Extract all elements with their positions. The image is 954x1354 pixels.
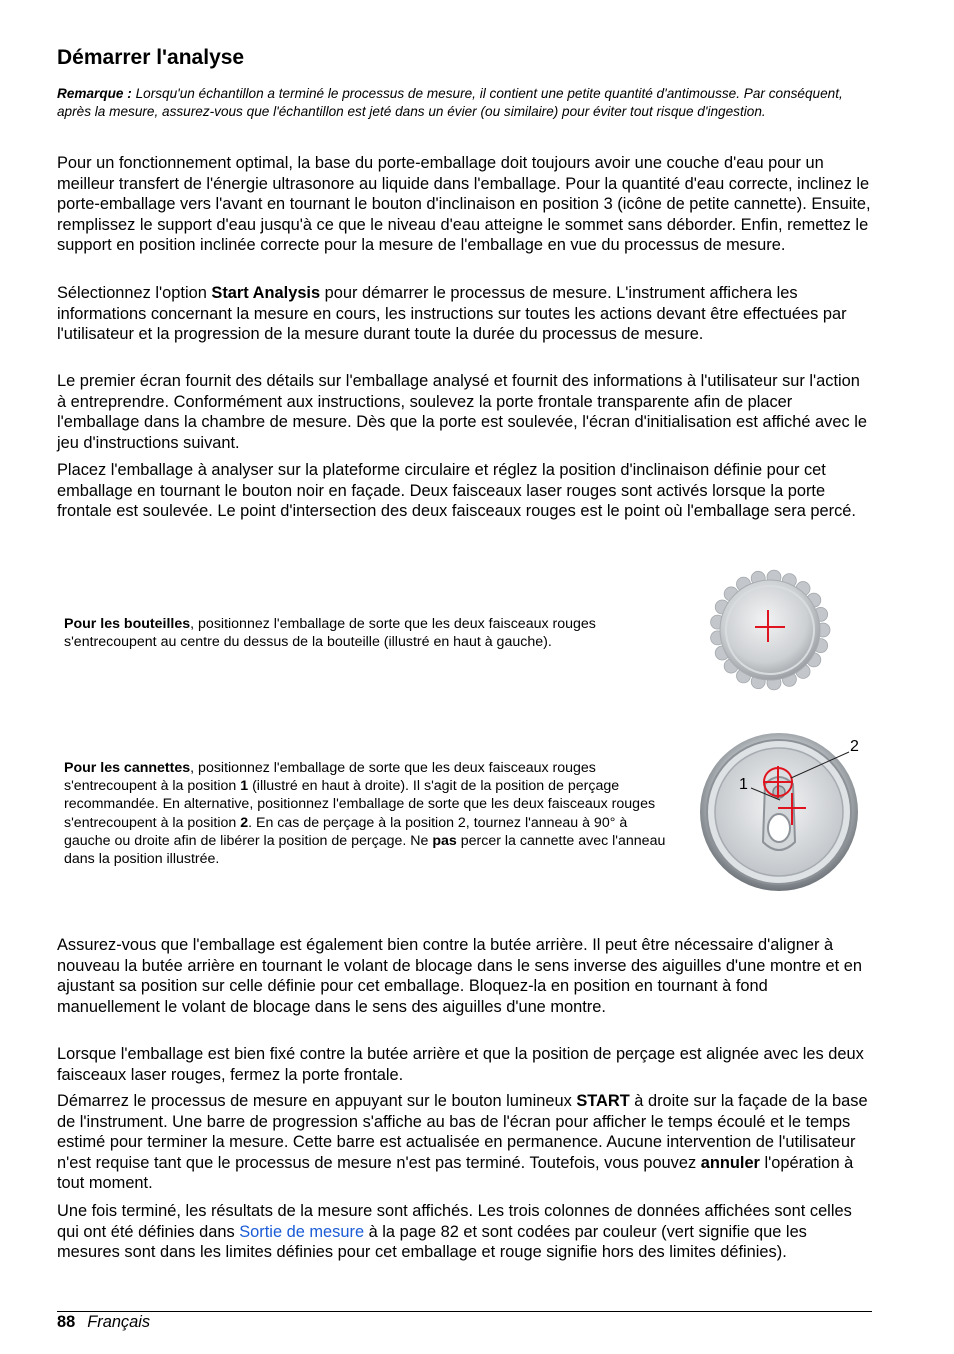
can-top-image: [679, 730, 869, 892]
paragraph-close-door: Lorsque l'emballage est bien fixé contre la butée arrière et que la position de perçage est alignée avec les deux faisceaux laser rouges, fermez la porte frontale.: [57, 1045, 864, 1084]
text-span: . En cas de perçage à la position 2, tournez l'anneau à 90° à gauche ou droite afin de libérer la position de perçage. Ne: [64, 814, 628, 849]
text-span: (illustré en haut à droite). Il s'agit de la position de perçage recommandée. En alternative, positionnez l'emballage de sorte que les deux faisceaux rouges s'entrecoupent à la position: [64, 778, 656, 831]
position-2-label: 2: [240, 814, 249, 831]
text-span: l'opération à tout moment.: [57, 1153, 854, 1192]
text-span: à droite sur la façade de la base de l'instrument. Une barre de progression s'affiche au bas de l'écran pour afficher le temps écoulé et le temps estimé pour terminer la mesure. Cette barre est actualisée en permanence. Aucune intervention de l'utilisateur n'est requise tant que le processus de mesure n'est pas terminé. Toutefois, vous pouvez: [57, 1092, 868, 1172]
remark-text: Lorsqu'un échantillon a terminé le processus de mesure, il contient une petite quantité d'antimousse. Par conséquent, après la mesure, assurez-vous que l'échantillon est jeté dans un évier (ou similaire) pour éviter tout risque d'ingestion.: [57, 86, 843, 120]
not-emphasis: pas: [432, 832, 457, 849]
link-sortie-de-mesure[interactable]: Sortie de mesure: [239, 1222, 365, 1241]
text-span: à la page 82 et sont codées par couleur (vert signifie que les mesures sont dans les limites définies pour cet emballage et rouge signifie hors des limites définies).: [57, 1222, 807, 1261]
callout-2: 2: [850, 738, 859, 755]
text-span: Sélectionnez l'option: [57, 284, 212, 302]
footer-divider: [57, 1311, 872, 1312]
position-1-label: 1: [240, 778, 249, 795]
text-span: percer la cannette avec l'anneau dans la position illustrée.: [64, 832, 666, 868]
annuler-label: annuler: [700, 1153, 760, 1172]
footer-language: Français: [87, 1313, 151, 1331]
paragraph-first-screen: Le premier écran fournit des détails sur l'emballage analysé et fournit des informations à l'utilisateur sur l'action à entreprendre. Conformément aux instructions, soulevez la porte frontale transparente afin de placer l'emballage dans la chambre de mesure. Dès que la porte est soulevée, l'écran d'initialisation est affiché avec le jeu d'instructions suivant.: [57, 372, 867, 452]
text-span: Une fois terminé, les résultats de la mesure sont affichés. Les trois colonnes de données affichées sont celles qui ont été définies dans: [57, 1202, 852, 1241]
paragraph-start-button: [57, 1091, 872, 1194]
bottle-cap-image: [708, 568, 832, 692]
cans-instruction: [64, 759, 672, 868]
paragraph-water-layer: Pour un fonctionnement optimal, la base du porte-emballage doit toujours avoir une couche d'eau pour un meilleur transfert de l'énergie ultrasonore au liquide dans l'emballage. Pour la quantité d'eau correcte, inclinez le porte-emballage vers l'avant en tournant le bouton d'inclinaison en position 3 (icône de petite cannette). Ensuite, remplissez le support d'eau jusqu'à ce que le niveau d'eau atteigne le sommet sans déborder. Enfin, remettez le support en position inclinée correcte pour la mesure de l'emballage en vue du processus de mesure.: [57, 154, 871, 254]
text-span: pour démarrer le processus de mesure. L'instrument affichera les informations concernant la mesure en cours, les instructions sur toutes les actions devant être effectuées par l'utilisateur et la progression de la mesure durant toute la durée du processus de mesure.: [57, 284, 847, 343]
bottles-label: Pour les bouteilles: [64, 616, 191, 632]
start-label: START: [576, 1092, 630, 1110]
paragraph-back-stop: Assurez-vous que l'emballage est également bien contre la butée arrière. Il peut être nécessaire d'aligner à nouveau la butée arrière en tournant le volant de blocage dans le sens inverse des aiguilles d'une montre et en ajustant sa position sur celle définie pour cet emballage. Bloquez-la en position en tournant à fond manuellement le volant de blocage dans le sens des aiguilles d'une montre.: [57, 936, 862, 1016]
text-span: , positionnez l'emballage de sorte que les deux faisceaux rouges s'entrecoupent au centre du dessus de la bouteille (illustré en haut à gauche).: [64, 616, 596, 651]
bottles-instruction: [64, 615, 672, 651]
remark-label: Remarque :: [57, 86, 132, 101]
callout-1: 1: [739, 776, 748, 793]
text-span: Démarrez le processus de mesure en appuyant sur le bouton lumineux: [57, 1092, 577, 1110]
page-number: 88: [57, 1313, 76, 1331]
cans-label: Pour les cannettes: [64, 760, 191, 776]
paragraph-results: [57, 1201, 872, 1263]
paragraph-start-analysis: [57, 283, 872, 345]
page-footer: [57, 1312, 150, 1332]
remark-note: [57, 85, 867, 122]
paragraph-placement: Placez l'emballage à analyser sur la plateforme circulaire et réglez la position d'inclinaison définie pour cet emballage en tournant le bouton noir en façade. Deux faisceaux laser rouges sont activés lorsque la porte frontale est soulevée. Le point d'intersection des deux faisceaux rouges est le point où l'emballage sera percé.: [57, 461, 856, 520]
text-span: , positionnez l'emballage de sorte que les deux faisceaux rouges s'entrecoupent à la position: [64, 760, 596, 795]
page-title: Démarrer l'analyse: [57, 46, 245, 69]
start-analysis-option: Start Analysis: [211, 284, 321, 302]
